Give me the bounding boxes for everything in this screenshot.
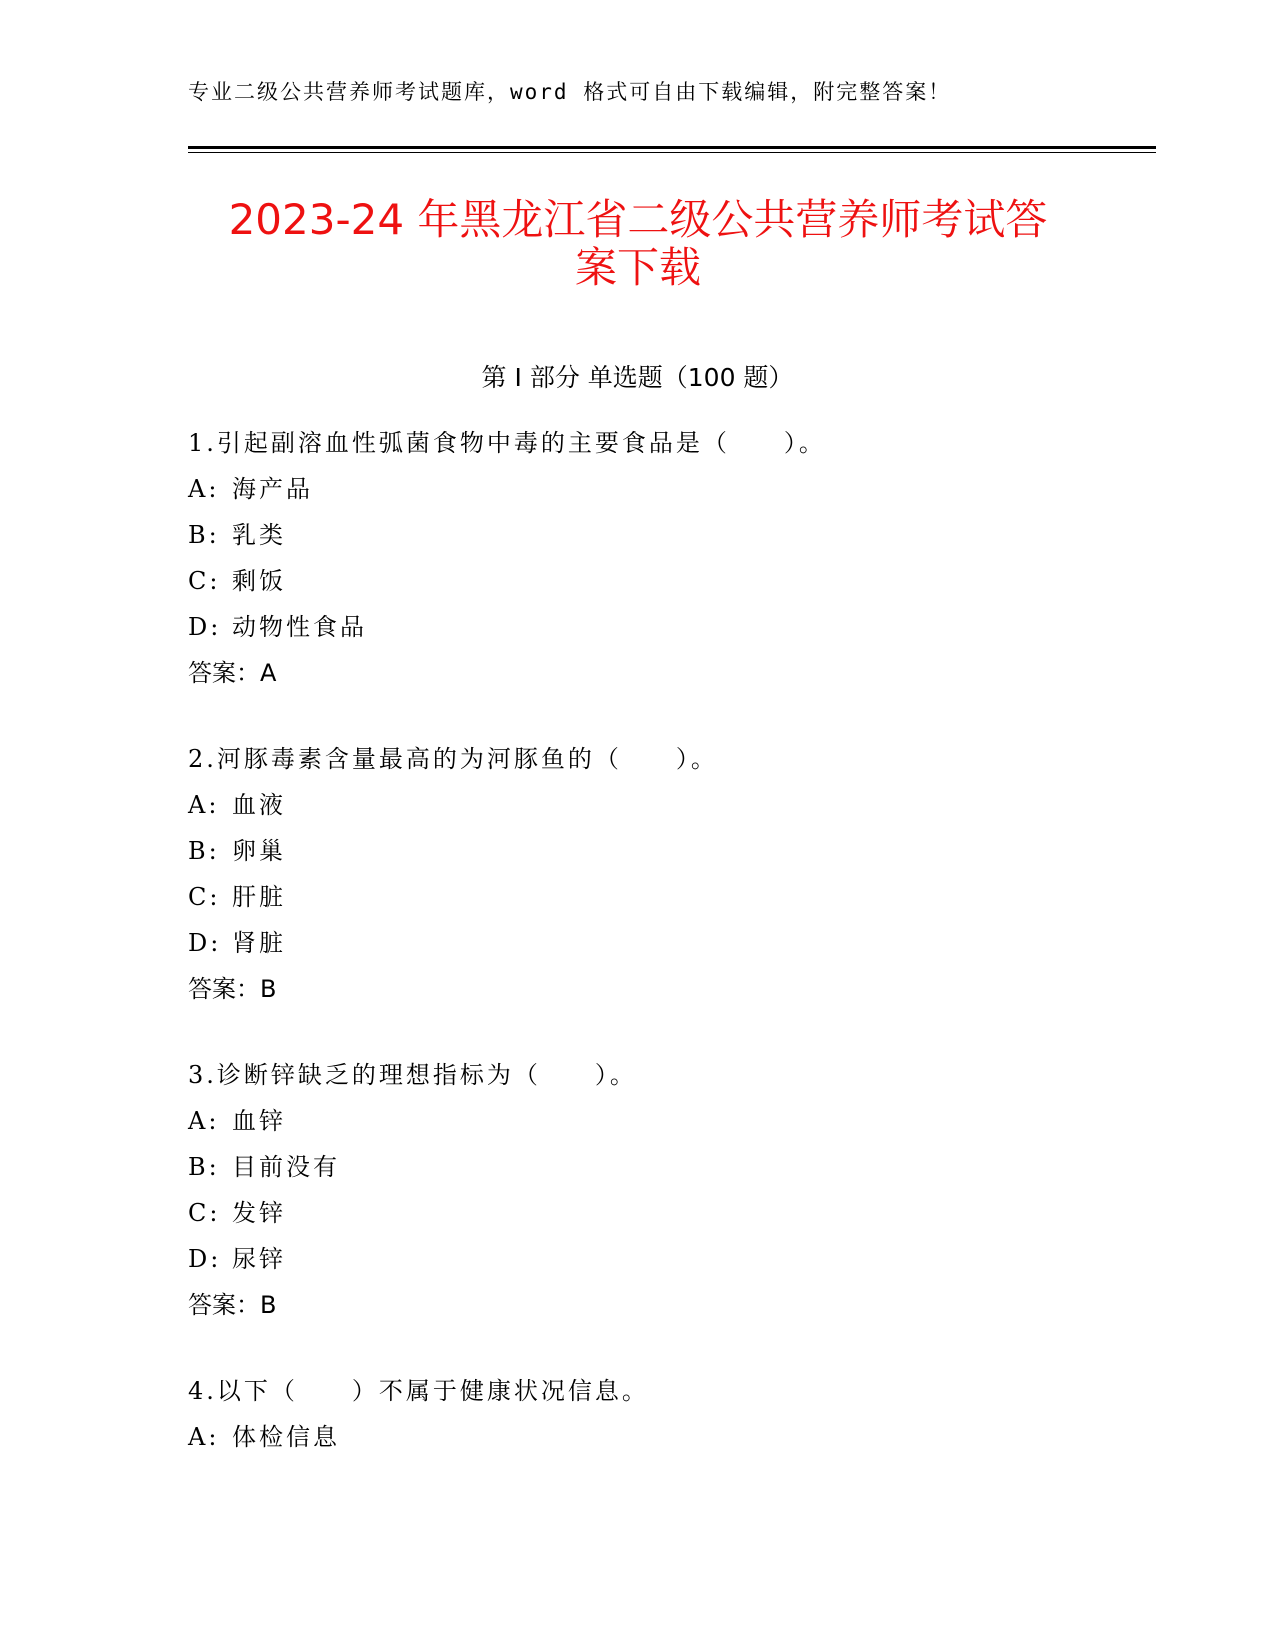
option-text: 尿锌	[232, 1245, 286, 1273]
question-option-c	[188, 558, 826, 604]
option-text: 海产品	[232, 475, 313, 503]
option-letter: D:	[188, 613, 222, 641]
question-option-a	[188, 1414, 649, 1460]
option-text: 肝脏	[232, 883, 286, 911]
question-answer: 答案：A	[188, 659, 277, 687]
question-option-d	[188, 1236, 637, 1282]
document-title-line-1: 2023-24 年黑龙江省二级公共营养师考试答	[228, 195, 1048, 244]
option-text: 血液	[232, 791, 286, 819]
option-letter: A:	[188, 791, 220, 819]
question-option-a	[188, 782, 718, 828]
option-text: 目前没有	[232, 1153, 340, 1181]
question-3	[188, 1052, 637, 1328]
question-2	[188, 736, 718, 1012]
option-text: 发锌	[232, 1199, 286, 1227]
question-option-b	[188, 828, 718, 874]
section-heading: 第 I 部分 单选题（100 题）	[481, 363, 794, 392]
question-option-d	[188, 604, 826, 650]
question-stem: 2.河豚毒素含量最高的为河豚鱼的（ ）。	[188, 745, 718, 773]
question-option-b	[188, 1144, 637, 1190]
question-stem: 4.以下（ ）不属于健康状况信息。	[188, 1377, 649, 1405]
option-text: 卵巢	[232, 837, 286, 865]
question-option-c	[188, 874, 718, 920]
option-letter: B:	[188, 837, 220, 865]
document-title	[188, 196, 1088, 292]
option-text: 剩饭	[232, 567, 286, 595]
option-text: 动物性食品	[232, 613, 367, 641]
question-answer: 答案：B	[188, 1291, 277, 1319]
question-1	[188, 420, 826, 696]
question-option-b	[188, 512, 826, 558]
question-stem: 3.诊断锌缺乏的理想指标为（ ）。	[188, 1061, 637, 1089]
option-text: 肾脏	[232, 929, 286, 957]
option-letter: B:	[188, 1153, 220, 1181]
option-text: 乳类	[232, 521, 286, 549]
question-option-a	[188, 1098, 637, 1144]
header-rule-thick	[188, 146, 1156, 149]
question-option-d	[188, 920, 718, 966]
option-letter: D:	[188, 1245, 222, 1273]
option-letter: B:	[188, 521, 220, 549]
document-title-line-2: 案下载	[574, 243, 701, 292]
question-answer: 答案：B	[188, 975, 277, 1003]
option-letter: C:	[188, 567, 221, 595]
question-option-a	[188, 466, 826, 512]
option-letter: A:	[188, 1423, 220, 1451]
question-option-c	[188, 1190, 637, 1236]
question-stem: 1.引起副溶血性弧菌食物中毒的主要食品是（ ）。	[188, 429, 826, 457]
option-letter: C:	[188, 1199, 221, 1227]
header-rule-thin	[188, 152, 1156, 153]
option-letter: A:	[188, 475, 220, 503]
question-4	[188, 1368, 649, 1460]
option-letter: C:	[188, 883, 221, 911]
option-letter: A:	[188, 1107, 220, 1135]
header-note: 专业二级公共营养师考试题库，word 格式可自由下载编辑，附完整答案！	[188, 80, 952, 104]
option-letter: D:	[188, 929, 222, 957]
option-text: 体检信息	[232, 1423, 340, 1451]
option-text: 血锌	[232, 1107, 286, 1135]
